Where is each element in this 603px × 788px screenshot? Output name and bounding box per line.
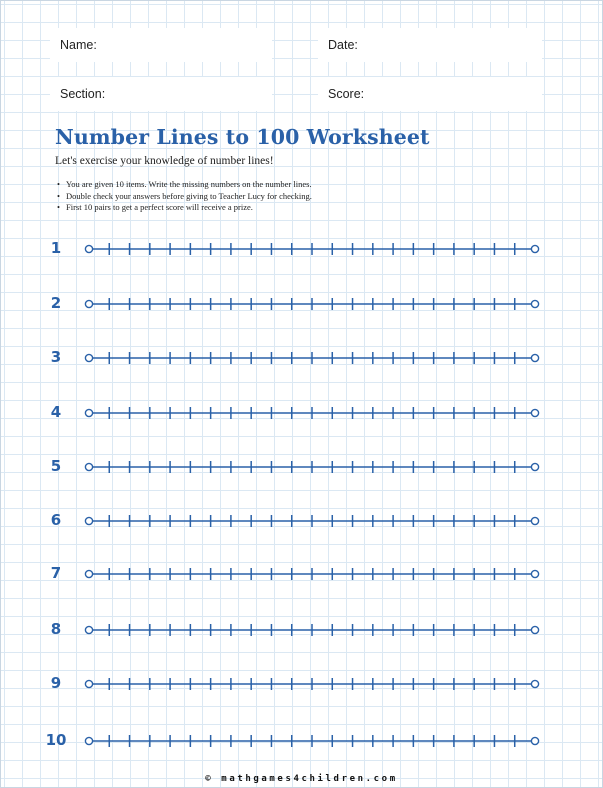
- number-line-3: [84, 347, 544, 369]
- number-line-start-point: [85, 409, 92, 416]
- number-line-end-point: [531, 570, 538, 577]
- number-line-end-point: [531, 300, 538, 307]
- item-number-9: 9: [50, 674, 62, 692]
- number-line-start-point: [85, 245, 92, 252]
- number-line-end-point: [531, 245, 538, 252]
- item-number-6: 6: [50, 511, 62, 529]
- number-line-end-point: [531, 517, 538, 524]
- item-number-8: 8: [50, 620, 62, 638]
- copyright-footer: © mathgames4children.com: [205, 774, 398, 784]
- item-number-5: 5: [50, 457, 62, 475]
- number-line-1: [84, 238, 544, 260]
- item-number-2: 2: [50, 294, 62, 312]
- item-number-3: 3: [50, 348, 62, 366]
- number-line-5: [84, 456, 544, 478]
- item-number-4: 4: [50, 403, 62, 421]
- score-label: Score:: [328, 87, 365, 101]
- number-line-7: [84, 563, 544, 585]
- number-line-end-point: [531, 409, 538, 416]
- item-number-10: 10: [45, 731, 67, 749]
- number-line-end-point: [531, 737, 538, 744]
- number-line-start-point: [85, 300, 92, 307]
- instruction-item: • First 10 pairs to get a perfect score will receive a prize.: [55, 202, 312, 214]
- number-line-end-point: [531, 463, 538, 470]
- worksheet-subtitle: Let's exercise your knowledge of number lines!: [55, 155, 274, 167]
- number-line-start-point: [85, 570, 92, 577]
- number-line-10: [84, 730, 544, 752]
- number-line-start-point: [85, 737, 92, 744]
- section-field[interactable]: [50, 77, 272, 111]
- score-field[interactable]: [318, 77, 542, 111]
- number-line-end-point: [531, 626, 538, 633]
- instruction-item: • Double check your answers before giving to Teacher Lucy for checking.: [55, 191, 312, 203]
- number-line-6: [84, 510, 544, 532]
- instruction-item: • You are given 10 items. Write the missing numbers on the number lines.: [55, 179, 312, 191]
- item-number-7: 7: [50, 564, 62, 582]
- item-number-1: 1: [50, 239, 62, 257]
- date-label: Date:: [328, 38, 358, 52]
- number-line-end-point: [531, 680, 538, 687]
- name-label: Name:: [60, 38, 97, 52]
- number-line-8: [84, 619, 544, 641]
- number-line-start-point: [85, 463, 92, 470]
- worksheet-title: Number Lines to 100 Worksheet: [55, 125, 430, 149]
- date-field[interactable]: [318, 28, 542, 62]
- number-line-start-point: [85, 626, 92, 633]
- number-line-2: [84, 293, 544, 315]
- number-line-9: [84, 673, 544, 695]
- section-label: Section:: [60, 87, 106, 101]
- number-line-start-point: [85, 680, 92, 687]
- name-field[interactable]: [50, 28, 272, 62]
- number-line-start-point: [85, 354, 92, 361]
- instructions-list: [55, 179, 312, 214]
- number-line-end-point: [531, 354, 538, 361]
- number-line-start-point: [85, 517, 92, 524]
- number-line-4: [84, 402, 544, 424]
